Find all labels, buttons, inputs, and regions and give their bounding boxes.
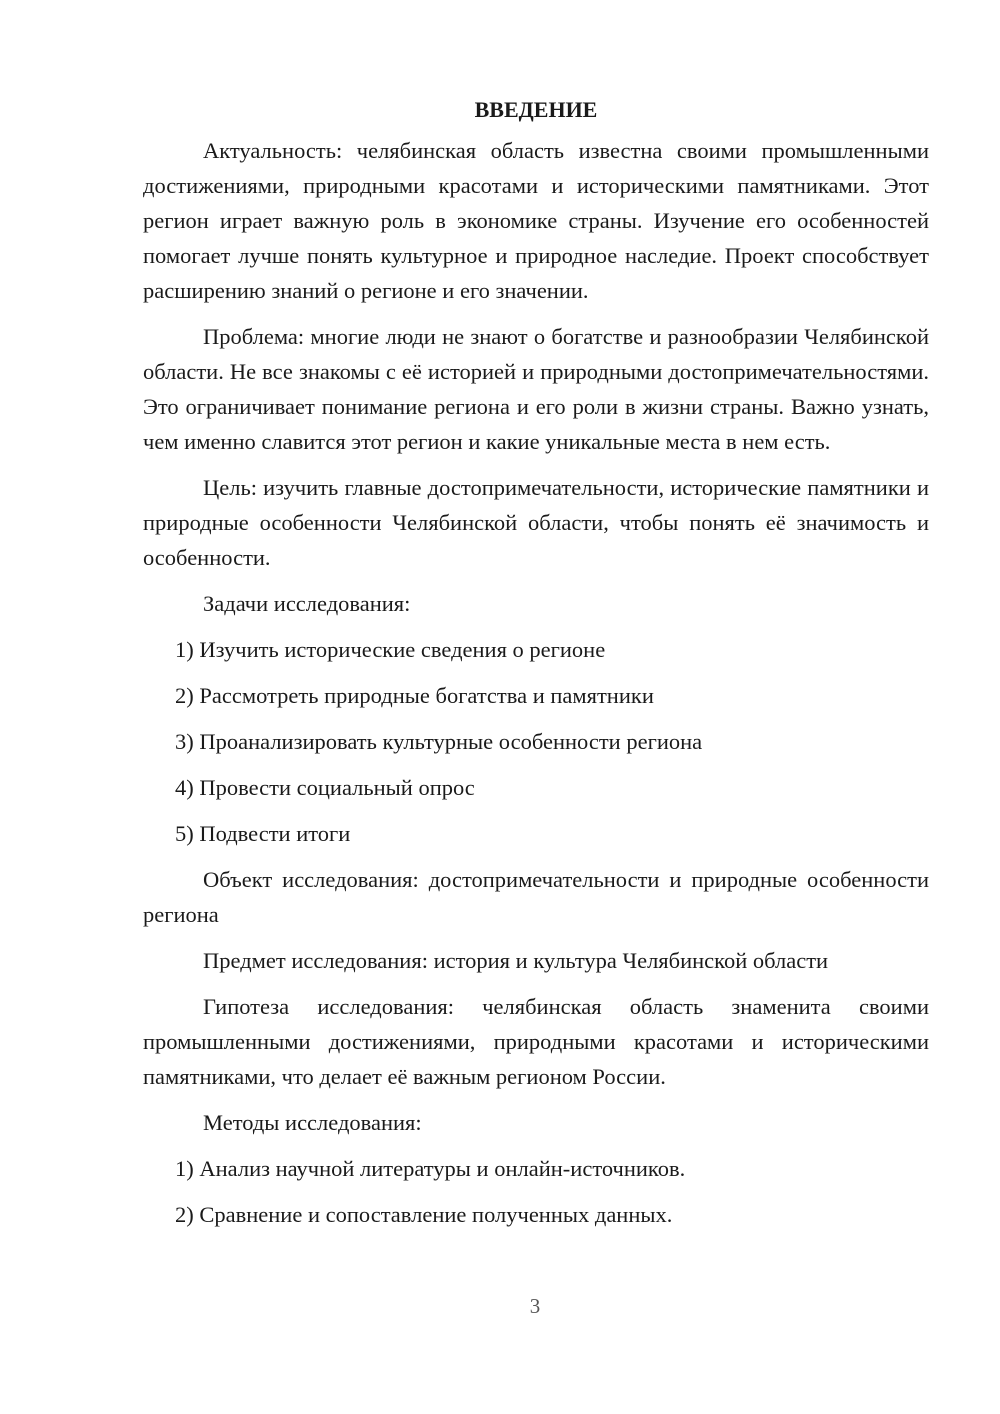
task-item: 1) Изучить исторические сведения о регионе [175,637,606,662]
method-item: 2) Сравнение и сопоставление полученных данных. [175,1202,673,1227]
task-item: 3) Проанализировать культурные особенности региона [175,729,703,754]
goal-paragraph: Цель: изучить главные достопримечательности, исторические памятники и природные особенности Челябинской области, чтобы понять её значимость и особенности. [143,475,929,570]
page-content [143,92,929,1243]
page-number: 3 [529,1294,541,1318]
method-item: 1) Анализ научной литературы и онлайн-источников. [175,1156,686,1181]
task-item: 5) Подвести итоги [175,821,351,846]
section-title: ВВЕДЕНИЕ [474,97,598,122]
task-item: 4) Провести социальный опрос [175,775,475,800]
object-paragraph: Объект исследования: достопримечательности и природные особенности региона [143,867,929,927]
subject-paragraph: Предмет исследования: история и культура Челябинской области [203,948,829,973]
methods-heading: Методы исследования: [203,1110,422,1135]
tasks-heading: Задачи исследования: [203,591,411,616]
relevance-paragraph: Актуальность: челябинская область известна своими промышленными достижениями, природными красотами и историческими памятниками. Этот регион играет важную роль в экономике страны. Изучение его особенностей помогает лучше понять культурное и природное наследие. Проект способствует расширению знаний о регионе и его значении. [143,138,929,303]
problem-paragraph: Проблема: многие люди не знают о богатстве и разнообразии Челябинской области. Не все знакомы с её историей и природными достопримечательностями. Это ограничивает понимание региона и его роли в жизни страны. Важно узнать, чем именно славится этот регион и какие уникальные места в нем есть. [143,324,929,454]
hypothesis-paragraph: Гипотеза исследования: челябинская область знаменита своими промышленными достижениями, природными красотами и историческими памятниками, что делает её важным регионом России. [143,994,929,1089]
task-item: 2) Рассмотреть природные богатства и памятники [175,683,654,708]
